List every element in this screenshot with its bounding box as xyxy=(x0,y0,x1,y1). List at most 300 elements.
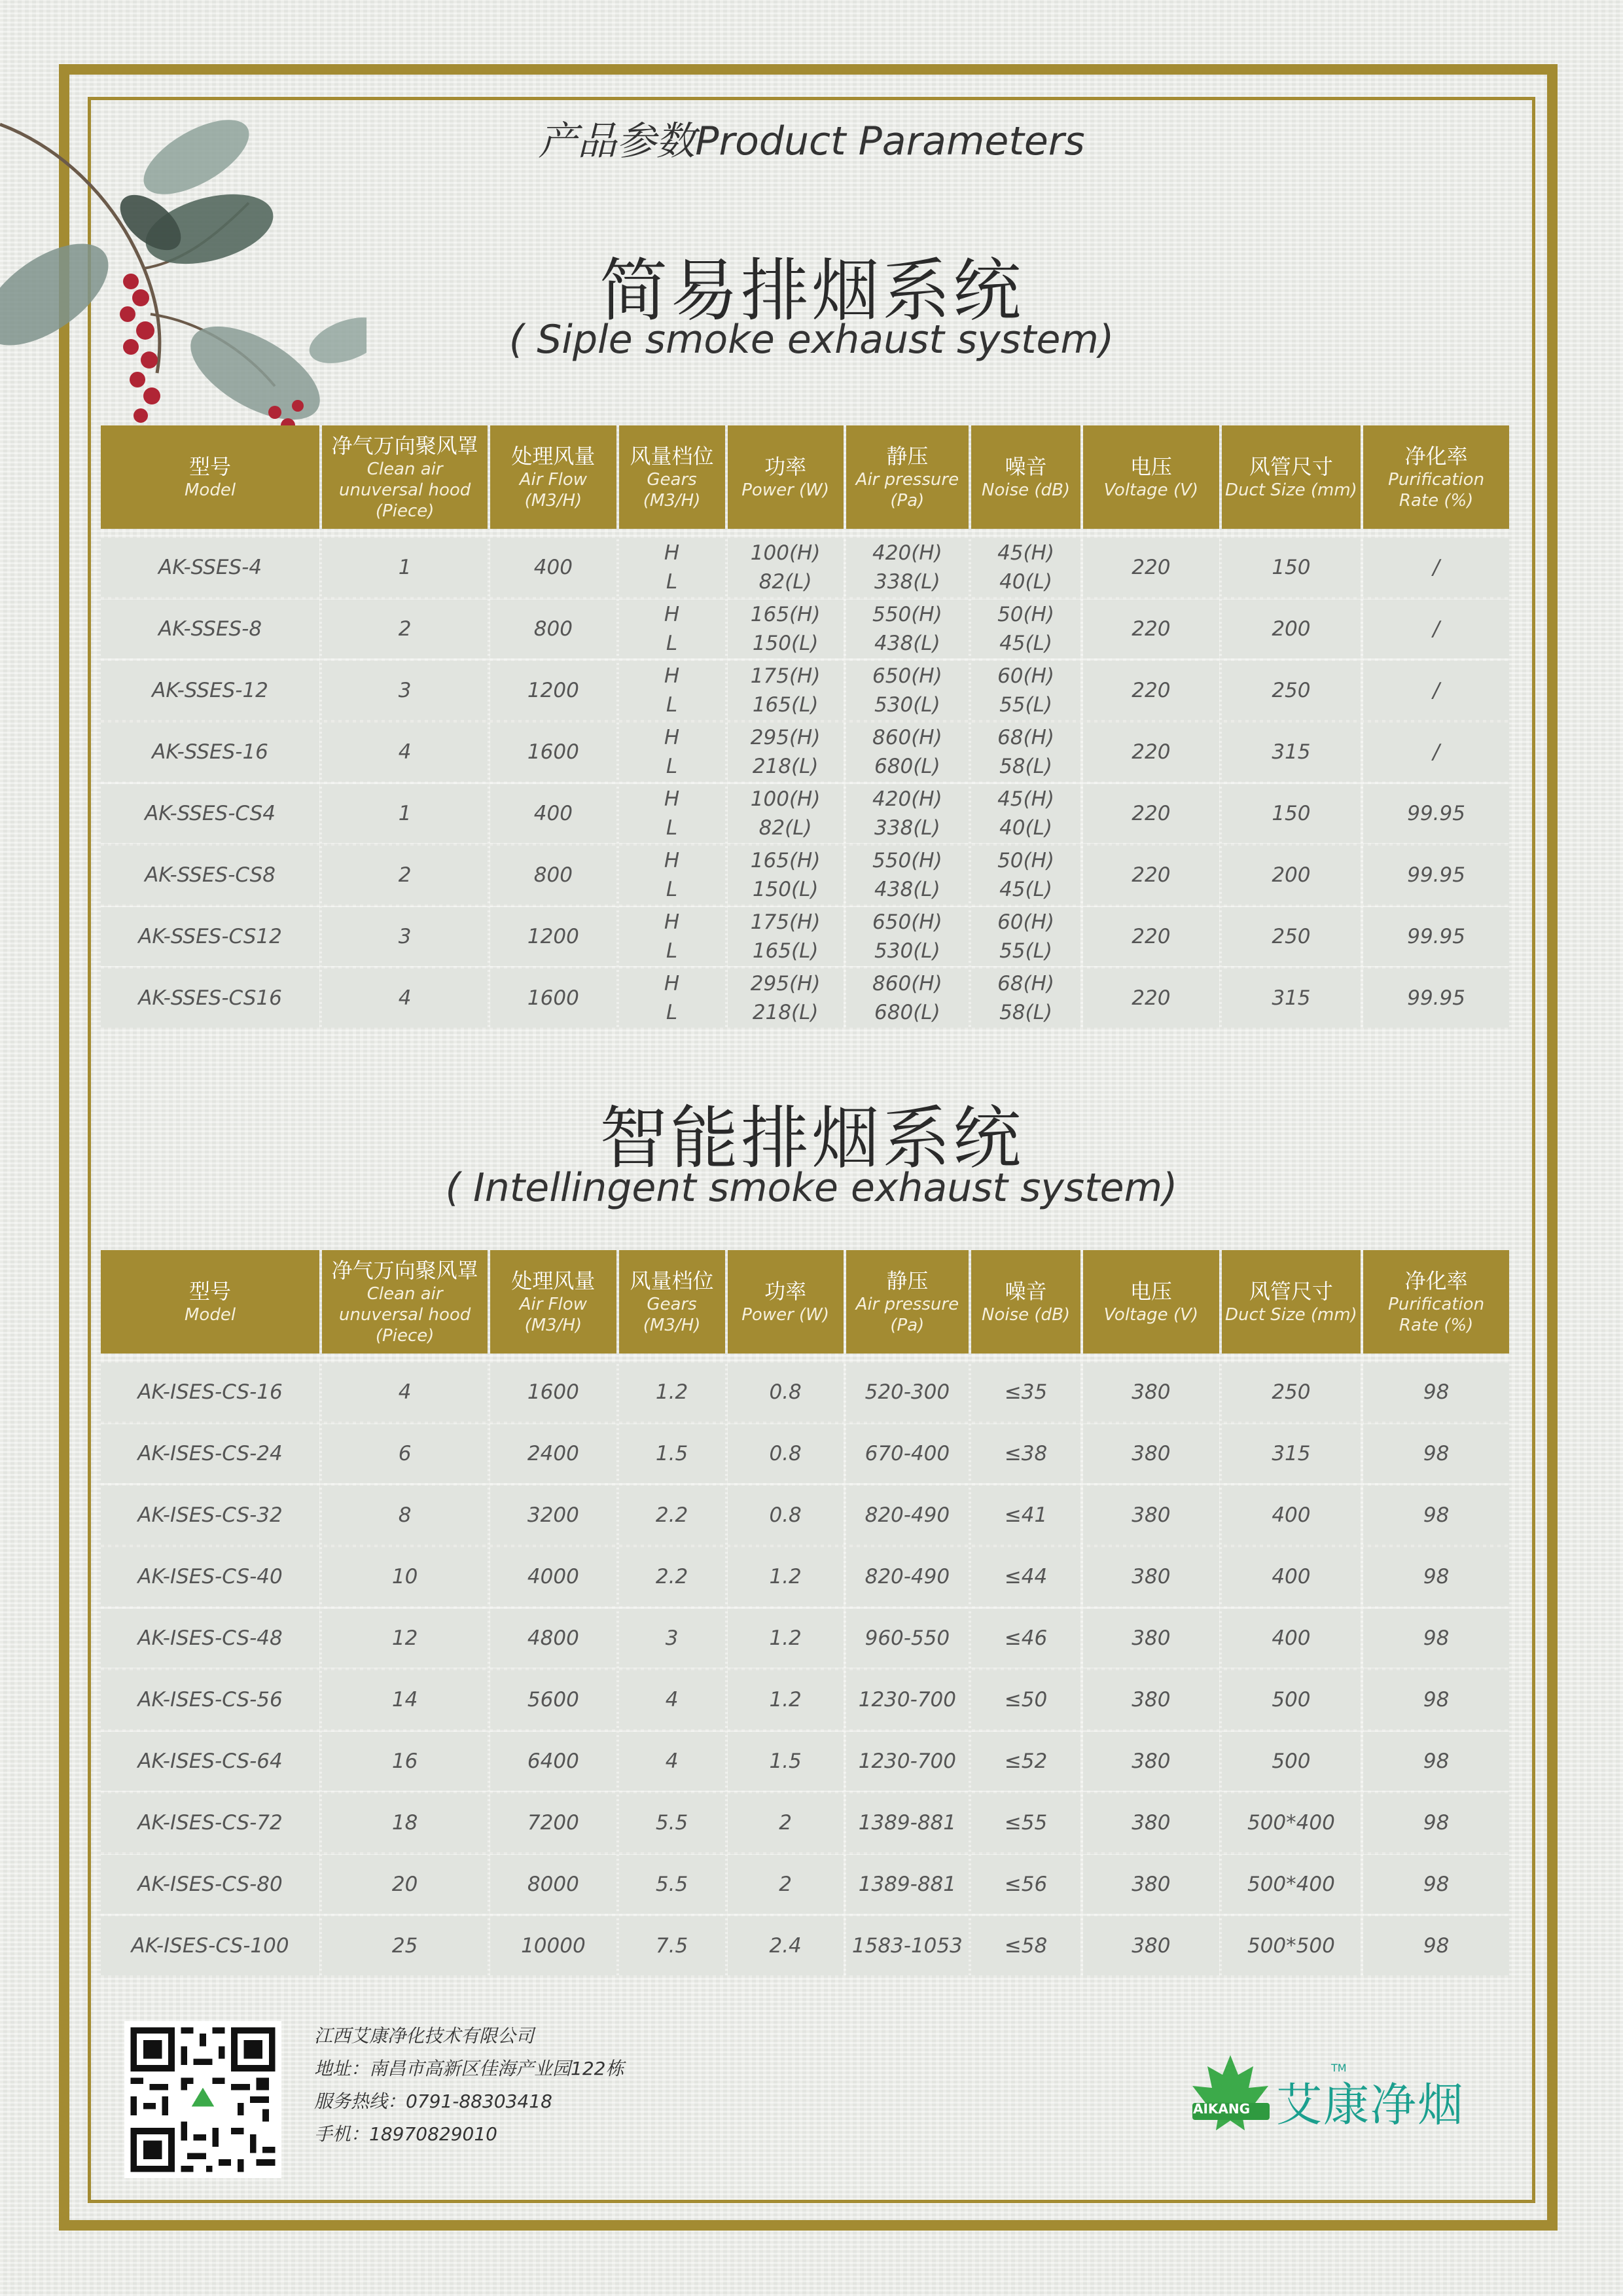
column-header-en: Purification Rate (%) xyxy=(1388,470,1485,511)
cell-rate: 98 xyxy=(1363,1547,1509,1606)
cell-pressure xyxy=(846,661,969,720)
cell-gears-high: H xyxy=(664,849,680,872)
cell-power: 1.5 xyxy=(728,1732,844,1791)
cell-pressure-high: 650(H) xyxy=(872,664,942,688)
cell-power: 1.2 xyxy=(728,1609,844,1668)
row-gap-cell xyxy=(101,1356,1509,1360)
cell-power-high: 165(H) xyxy=(750,603,821,626)
column-header xyxy=(322,425,488,529)
cell-flow: 1600 xyxy=(490,1363,616,1422)
cell-noise: ≤35 xyxy=(971,1363,1080,1422)
cell-rate: 98 xyxy=(1363,1855,1509,1914)
cell-power: 2 xyxy=(728,1793,844,1852)
column-header-zh: 净化率 xyxy=(1404,1268,1468,1293)
cell-pressure-low: 338(L) xyxy=(874,570,940,594)
cell-rate: 98 xyxy=(1363,1793,1509,1852)
table-row xyxy=(101,1363,1509,1422)
cell-pressure-low: 680(L) xyxy=(874,755,940,778)
cell-volt: 220 xyxy=(1083,661,1219,720)
cell-power-low: 218(L) xyxy=(752,755,819,778)
cell-hood: 3 xyxy=(322,907,488,966)
cell-model: AK-ISES-CS-100 xyxy=(101,1916,319,1975)
cell-gears-low: L xyxy=(666,939,678,963)
cell-duct: 400 xyxy=(1222,1609,1361,1668)
cell-pressure-high: 650(H) xyxy=(872,910,942,934)
cell-flow: 800 xyxy=(490,846,616,905)
cell-duct: 250 xyxy=(1222,1363,1361,1422)
row-gap xyxy=(101,531,1509,535)
cell-press: 960-550 xyxy=(846,1609,969,1668)
company-address: 地址：南昌市高新区佳海产业园122栋 xyxy=(314,2058,624,2079)
table-row xyxy=(101,1793,1509,1852)
cell-hood: 6 xyxy=(322,1424,488,1483)
cell-volt: 220 xyxy=(1083,907,1219,966)
cell-model: AK-ISES-CS-16 xyxy=(101,1363,319,1422)
cell-gears-high: H xyxy=(664,910,680,934)
cell-power xyxy=(728,784,844,843)
column-header-zh: 风量档位 xyxy=(630,444,714,469)
cell-hood: 4 xyxy=(322,1363,488,1422)
cell-pressure-low: 438(L) xyxy=(874,632,940,655)
column-header xyxy=(1363,425,1509,529)
cell-flow: 5600 xyxy=(490,1670,616,1729)
column-header-en: Voltage (V) xyxy=(1103,480,1199,500)
cell-power: 1.2 xyxy=(728,1547,844,1606)
cell-hood: 8 xyxy=(322,1486,488,1545)
cell-gears xyxy=(619,846,725,905)
cell-noise xyxy=(971,784,1080,843)
cell-noise-low: 40(L) xyxy=(999,570,1052,594)
column-header-en: Duct Size (mm) xyxy=(1224,1305,1357,1325)
cell-power xyxy=(728,907,844,966)
cell-power: 0.8 xyxy=(728,1424,844,1483)
cell-hood: 14 xyxy=(322,1670,488,1729)
cell-press: 1583-1053 xyxy=(846,1916,969,1975)
column-header-zh: 净化率 xyxy=(1404,444,1468,469)
cell-flow: 1200 xyxy=(490,907,616,966)
cell-power xyxy=(728,846,844,905)
cell-pressure-high: 860(H) xyxy=(872,972,942,996)
cell-duct: 200 xyxy=(1222,846,1361,905)
table-row xyxy=(101,1916,1509,1975)
cell-model: AK-SSES-8 xyxy=(101,600,319,658)
cell-gear: 4 xyxy=(619,1732,725,1791)
column-header-en: Air Flow (M3/H) xyxy=(519,1295,588,1335)
cell-duct: 150 xyxy=(1222,538,1361,597)
cell-pressure xyxy=(846,784,969,843)
cell-pressure-low: 530(L) xyxy=(874,939,940,963)
cell-volt: 380 xyxy=(1083,1670,1219,1729)
cell-gears-high: H xyxy=(664,787,680,811)
column-header-zh: 静压 xyxy=(886,1268,929,1293)
cell-model: AK-ISES-CS-24 xyxy=(101,1424,319,1483)
cell-model: AK-ISES-CS-56 xyxy=(101,1670,319,1729)
column-header xyxy=(1083,1250,1219,1354)
cell-rate: / xyxy=(1363,600,1509,658)
company-name: 江西艾康净化技术有限公司 xyxy=(314,2025,535,2047)
cell-press: 1389-881 xyxy=(846,1793,969,1852)
cell-model: AK-ISES-CS-64 xyxy=(101,1732,319,1791)
cell-duct: 200 xyxy=(1222,600,1361,658)
column-header-zh: 处理风量 xyxy=(511,1268,596,1293)
cell-pressure-high: 550(H) xyxy=(872,603,942,626)
cell-hood: 16 xyxy=(322,1732,488,1791)
cell-gear: 7.5 xyxy=(619,1916,725,1975)
column-header-en: Gears (M3/H) xyxy=(643,1295,701,1335)
cell-rate: 98 xyxy=(1363,1363,1509,1422)
row-gap-cell xyxy=(101,531,1509,535)
cell-model: AK-ISES-CS-40 xyxy=(101,1547,319,1606)
cell-gears-low: L xyxy=(666,632,678,655)
simple-system-table xyxy=(98,423,1512,1030)
cell-hood: 18 xyxy=(322,1793,488,1852)
cell-hood: 10 xyxy=(322,1547,488,1606)
cell-press: 1389-881 xyxy=(846,1855,969,1914)
cell-pressure-low: 438(L) xyxy=(874,878,940,901)
cell-gears xyxy=(619,661,725,720)
cell-volt: 220 xyxy=(1083,784,1219,843)
logo-brand-text: 艾康净烟 xyxy=(1276,2078,1465,2132)
table-row xyxy=(101,1486,1509,1545)
cell-power xyxy=(728,661,844,720)
table-header-row xyxy=(101,1250,1509,1354)
column-header-zh: 噪音 xyxy=(1005,1279,1047,1304)
cell-pressure-high: 550(H) xyxy=(872,849,942,872)
cell-gears xyxy=(619,723,725,781)
cell-pressure-high: 420(H) xyxy=(872,787,942,811)
cell-pressure xyxy=(846,846,969,905)
cell-hood: 4 xyxy=(322,969,488,1028)
cell-duct: 500*500 xyxy=(1222,1916,1361,1975)
column-header-en: Air pressure (Pa) xyxy=(855,1295,959,1335)
table-row xyxy=(101,600,1509,658)
column-header xyxy=(490,1250,616,1354)
cell-gear: 2.2 xyxy=(619,1486,725,1545)
contact-block xyxy=(314,2020,624,2151)
cell-model: AK-SSES-12 xyxy=(101,661,319,720)
cell-model: AK-ISES-CS-48 xyxy=(101,1609,319,1668)
cell-power-high: 100(H) xyxy=(750,541,821,565)
cell-gear: 1.5 xyxy=(619,1424,725,1483)
cell-noise: ≤38 xyxy=(971,1424,1080,1483)
cell-press: 1230-700 xyxy=(846,1732,969,1791)
column-header-zh: 功率 xyxy=(764,1279,807,1304)
cell-volt: 380 xyxy=(1083,1424,1219,1483)
cell-noise-high: 60(H) xyxy=(997,664,1055,688)
cell-rate: 98 xyxy=(1363,1609,1509,1668)
cell-flow: 400 xyxy=(490,538,616,597)
cell-noise-low: 40(L) xyxy=(999,816,1052,840)
column-header-en: Noise (dB) xyxy=(982,480,1071,500)
cell-power-low: 165(L) xyxy=(752,693,819,717)
cell-volt: 380 xyxy=(1083,1363,1219,1422)
cell-gears xyxy=(619,600,725,658)
cell-gears-low: L xyxy=(666,570,678,594)
column-header xyxy=(1083,425,1219,529)
column-header-en: Clean air unuversal hood (Piece) xyxy=(339,1284,471,1346)
cell-hood: 20 xyxy=(322,1855,488,1914)
column-header-en: Model xyxy=(185,1305,236,1325)
cell-duct: 500 xyxy=(1222,1670,1361,1729)
cell-hood: 4 xyxy=(322,723,488,781)
cell-rate: 98 xyxy=(1363,1424,1509,1483)
row-gap xyxy=(101,1356,1509,1360)
cell-noise xyxy=(971,538,1080,597)
cell-noise-low: 45(L) xyxy=(999,632,1052,655)
cell-pressure-high: 420(H) xyxy=(872,541,942,565)
cell-volt: 220 xyxy=(1083,969,1219,1028)
cell-noise xyxy=(971,969,1080,1028)
column-header-en: Voltage (V) xyxy=(1103,1305,1199,1325)
cell-power-low: 82(L) xyxy=(758,816,812,840)
cell-noise-low: 58(L) xyxy=(999,755,1052,778)
cell-rate: 99.95 xyxy=(1363,846,1509,905)
section1-subtitle: ( Siple smoke exhaust system) xyxy=(508,317,1115,363)
cell-hood: 1 xyxy=(322,538,488,597)
cell-flow: 4800 xyxy=(490,1609,616,1668)
cell-gears-low: L xyxy=(666,693,678,717)
cell-power: 1.2 xyxy=(728,1670,844,1729)
cell-noise-high: 68(H) xyxy=(997,726,1055,749)
cell-model: AK-ISES-CS-32 xyxy=(101,1486,319,1545)
cell-power-low: 165(L) xyxy=(752,939,819,963)
cell-volt: 380 xyxy=(1083,1609,1219,1668)
column-header xyxy=(971,425,1080,529)
column-header xyxy=(1222,1250,1361,1354)
column-header xyxy=(846,425,969,529)
cell-gears-high: H xyxy=(664,603,680,626)
column-header-en: Air pressure (Pa) xyxy=(855,470,959,511)
cell-gears xyxy=(619,538,725,597)
cell-noise xyxy=(971,846,1080,905)
column-header-zh: 功率 xyxy=(764,454,807,479)
column-header xyxy=(1363,1250,1509,1354)
cell-duct: 315 xyxy=(1222,1424,1361,1483)
logo-english-text: AIKANG xyxy=(1193,2101,1251,2117)
column-header xyxy=(619,1250,725,1354)
column-header-zh: 处理风量 xyxy=(511,444,596,469)
cell-noise-high: 45(H) xyxy=(997,541,1055,565)
cell-volt: 220 xyxy=(1083,538,1219,597)
cell-volt: 380 xyxy=(1083,1547,1219,1606)
cell-power-high: 100(H) xyxy=(750,787,821,811)
cell-model: AK-SSES-CS16 xyxy=(101,969,319,1028)
cell-model: AK-ISES-CS-80 xyxy=(101,1855,319,1914)
cell-noise-high: 60(H) xyxy=(997,910,1055,934)
cell-power xyxy=(728,600,844,658)
column-header-zh: 电压 xyxy=(1130,454,1172,479)
cell-flow: 4000 xyxy=(490,1547,616,1606)
cell-gears-high: H xyxy=(664,541,680,565)
cell-gears-high: H xyxy=(664,664,680,688)
cell-duct: 500*400 xyxy=(1222,1855,1361,1914)
cell-gears-low: L xyxy=(666,816,678,840)
cell-hood: 12 xyxy=(322,1609,488,1668)
cell-duct: 315 xyxy=(1222,723,1361,781)
cell-volt: 380 xyxy=(1083,1916,1219,1975)
cell-gear: 1.2 xyxy=(619,1363,725,1422)
cell-power-high: 295(H) xyxy=(750,726,821,749)
cell-power xyxy=(728,969,844,1028)
cell-volt: 220 xyxy=(1083,846,1219,905)
cell-gears-low: L xyxy=(666,755,678,778)
cell-power: 2 xyxy=(728,1855,844,1914)
cell-press: 1230-700 xyxy=(846,1670,969,1729)
cell-noise: ≤44 xyxy=(971,1547,1080,1606)
cell-pressure xyxy=(846,538,969,597)
cell-duct: 400 xyxy=(1222,1547,1361,1606)
column-header-en: Purification Rate (%) xyxy=(1388,1295,1485,1335)
table-row xyxy=(101,1547,1509,1606)
cell-noise: ≤41 xyxy=(971,1486,1080,1545)
cell-rate: 99.95 xyxy=(1363,969,1509,1028)
cell-press: 820-490 xyxy=(846,1547,969,1606)
cell-pressure xyxy=(846,723,969,781)
column-header-en: Noise (dB) xyxy=(982,1305,1071,1325)
cell-gears-low: L xyxy=(666,878,678,901)
cell-rate: 99.95 xyxy=(1363,784,1509,843)
cell-pressure-low: 338(L) xyxy=(874,816,940,840)
table-row xyxy=(101,784,1509,843)
table-row xyxy=(101,723,1509,781)
cell-flow: 8000 xyxy=(490,1855,616,1914)
cell-noise xyxy=(971,600,1080,658)
cell-duct: 400 xyxy=(1222,1486,1361,1545)
cell-noise xyxy=(971,723,1080,781)
cell-noise: ≤52 xyxy=(971,1732,1080,1791)
cell-rate: 99.95 xyxy=(1363,907,1509,966)
cell-flow: 1600 xyxy=(490,723,616,781)
service-hotline: 服务热线：0791-88303418 xyxy=(314,2090,552,2112)
cell-noise-high: 45(H) xyxy=(997,787,1055,811)
cell-press: 520-300 xyxy=(846,1363,969,1422)
cell-rate: 98 xyxy=(1363,1732,1509,1791)
column-header xyxy=(1222,425,1361,529)
section2-title: 智能排烟系统 xyxy=(599,1098,1024,1178)
cell-flow: 7200 xyxy=(490,1793,616,1852)
cell-noise-high: 50(H) xyxy=(997,849,1055,872)
cell-hood: 1 xyxy=(322,784,488,843)
cell-duct: 500 xyxy=(1222,1732,1361,1791)
cell-gears xyxy=(619,969,725,1028)
column-header xyxy=(971,1250,1080,1354)
cell-power-high: 175(H) xyxy=(750,664,821,688)
cell-pressure-low: 680(L) xyxy=(874,1001,940,1024)
column-header-zh: 型号 xyxy=(189,454,232,479)
cell-power: 0.8 xyxy=(728,1486,844,1545)
cell-power-high: 175(H) xyxy=(750,910,821,934)
qr-code xyxy=(124,2021,281,2178)
mobile-number: 手机：18970829010 xyxy=(314,2123,497,2145)
cell-noise: ≤56 xyxy=(971,1855,1080,1914)
cell-flow: 1600 xyxy=(490,969,616,1028)
cell-power-low: 150(L) xyxy=(752,632,819,655)
cell-noise-high: 50(H) xyxy=(997,603,1055,626)
cell-model: AK-SSES-CS12 xyxy=(101,907,319,966)
cell-power xyxy=(728,538,844,597)
cell-gear: 3 xyxy=(619,1609,725,1668)
column-header-en: Clean air unuversal hood (Piece) xyxy=(339,459,471,521)
cell-power xyxy=(728,723,844,781)
cell-duct: 315 xyxy=(1222,969,1361,1028)
cell-power-low: 150(L) xyxy=(752,878,819,901)
column-header-zh: 静压 xyxy=(886,444,929,469)
cell-noise-low: 58(L) xyxy=(999,1001,1052,1024)
table-row xyxy=(101,661,1509,720)
table-row xyxy=(101,969,1509,1028)
section1-title: 简易排烟系统 xyxy=(599,251,1024,331)
cell-duct: 150 xyxy=(1222,784,1361,843)
cell-pressure-high: 860(H) xyxy=(872,726,942,749)
cell-flow: 400 xyxy=(490,784,616,843)
cell-gears-low: L xyxy=(666,1001,678,1024)
cell-flow: 2400 xyxy=(490,1424,616,1483)
column-header-zh: 风量档位 xyxy=(630,1268,714,1293)
cell-model: AK-SSES-4 xyxy=(101,538,319,597)
cell-gears xyxy=(619,907,725,966)
column-header-zh: 电压 xyxy=(1130,1279,1172,1304)
column-header-en: Power (W) xyxy=(741,480,830,500)
table-row xyxy=(101,846,1509,905)
column-header xyxy=(728,1250,844,1354)
table-row xyxy=(101,1732,1509,1791)
section2-subtitle: ( Intellingent smoke exhaust system) xyxy=(445,1165,1178,1211)
column-header xyxy=(322,1250,488,1354)
cell-model: AK-SSES-16 xyxy=(101,723,319,781)
cell-gear: 5.5 xyxy=(619,1855,725,1914)
cell-flow: 800 xyxy=(490,600,616,658)
page-header: 产品参数Product Parameters xyxy=(538,118,1085,164)
cell-hood: 2 xyxy=(322,846,488,905)
column-header-zh: 型号 xyxy=(189,1279,232,1304)
column-header xyxy=(846,1250,969,1354)
column-header-en: Air Flow (M3/H) xyxy=(519,470,588,511)
cell-gear: 4 xyxy=(619,1670,725,1729)
column-header-en: Gears (M3/H) xyxy=(643,470,701,511)
column-header-en: Power (W) xyxy=(741,1305,830,1325)
cell-rate: / xyxy=(1363,538,1509,597)
cell-power: 0.8 xyxy=(728,1363,844,1422)
cell-pressure xyxy=(846,907,969,966)
cell-model: AK-SSES-CS8 xyxy=(101,846,319,905)
cell-volt: 380 xyxy=(1083,1793,1219,1852)
table-row xyxy=(101,1855,1509,1914)
column-header xyxy=(619,425,725,529)
cell-noise: ≤58 xyxy=(971,1916,1080,1975)
cell-rate: 98 xyxy=(1363,1670,1509,1729)
trademark-mark: TM xyxy=(1331,2062,1347,2074)
column-header-en: Duct Size (mm) xyxy=(1224,480,1357,500)
table-row xyxy=(101,1609,1509,1668)
column-header-zh: 噪音 xyxy=(1005,454,1047,479)
column-header-en: Model xyxy=(185,480,236,500)
cell-flow: 6400 xyxy=(490,1732,616,1791)
cell-duct: 500*400 xyxy=(1222,1793,1361,1852)
cell-pressure xyxy=(846,969,969,1028)
cell-noise: ≤46 xyxy=(971,1609,1080,1668)
cell-power-high: 295(H) xyxy=(750,972,821,996)
cell-rate: / xyxy=(1363,661,1509,720)
cell-gears xyxy=(619,784,725,843)
table-row xyxy=(101,907,1509,966)
cell-model: AK-SSES-CS4 xyxy=(101,784,319,843)
cell-power-low: 218(L) xyxy=(752,1001,819,1024)
cell-rate: / xyxy=(1363,723,1509,781)
column-header xyxy=(101,1250,319,1354)
column-header-zh: 风管尺寸 xyxy=(1249,1279,1333,1304)
cell-hood: 3 xyxy=(322,661,488,720)
cell-power: 2.4 xyxy=(728,1916,844,1975)
